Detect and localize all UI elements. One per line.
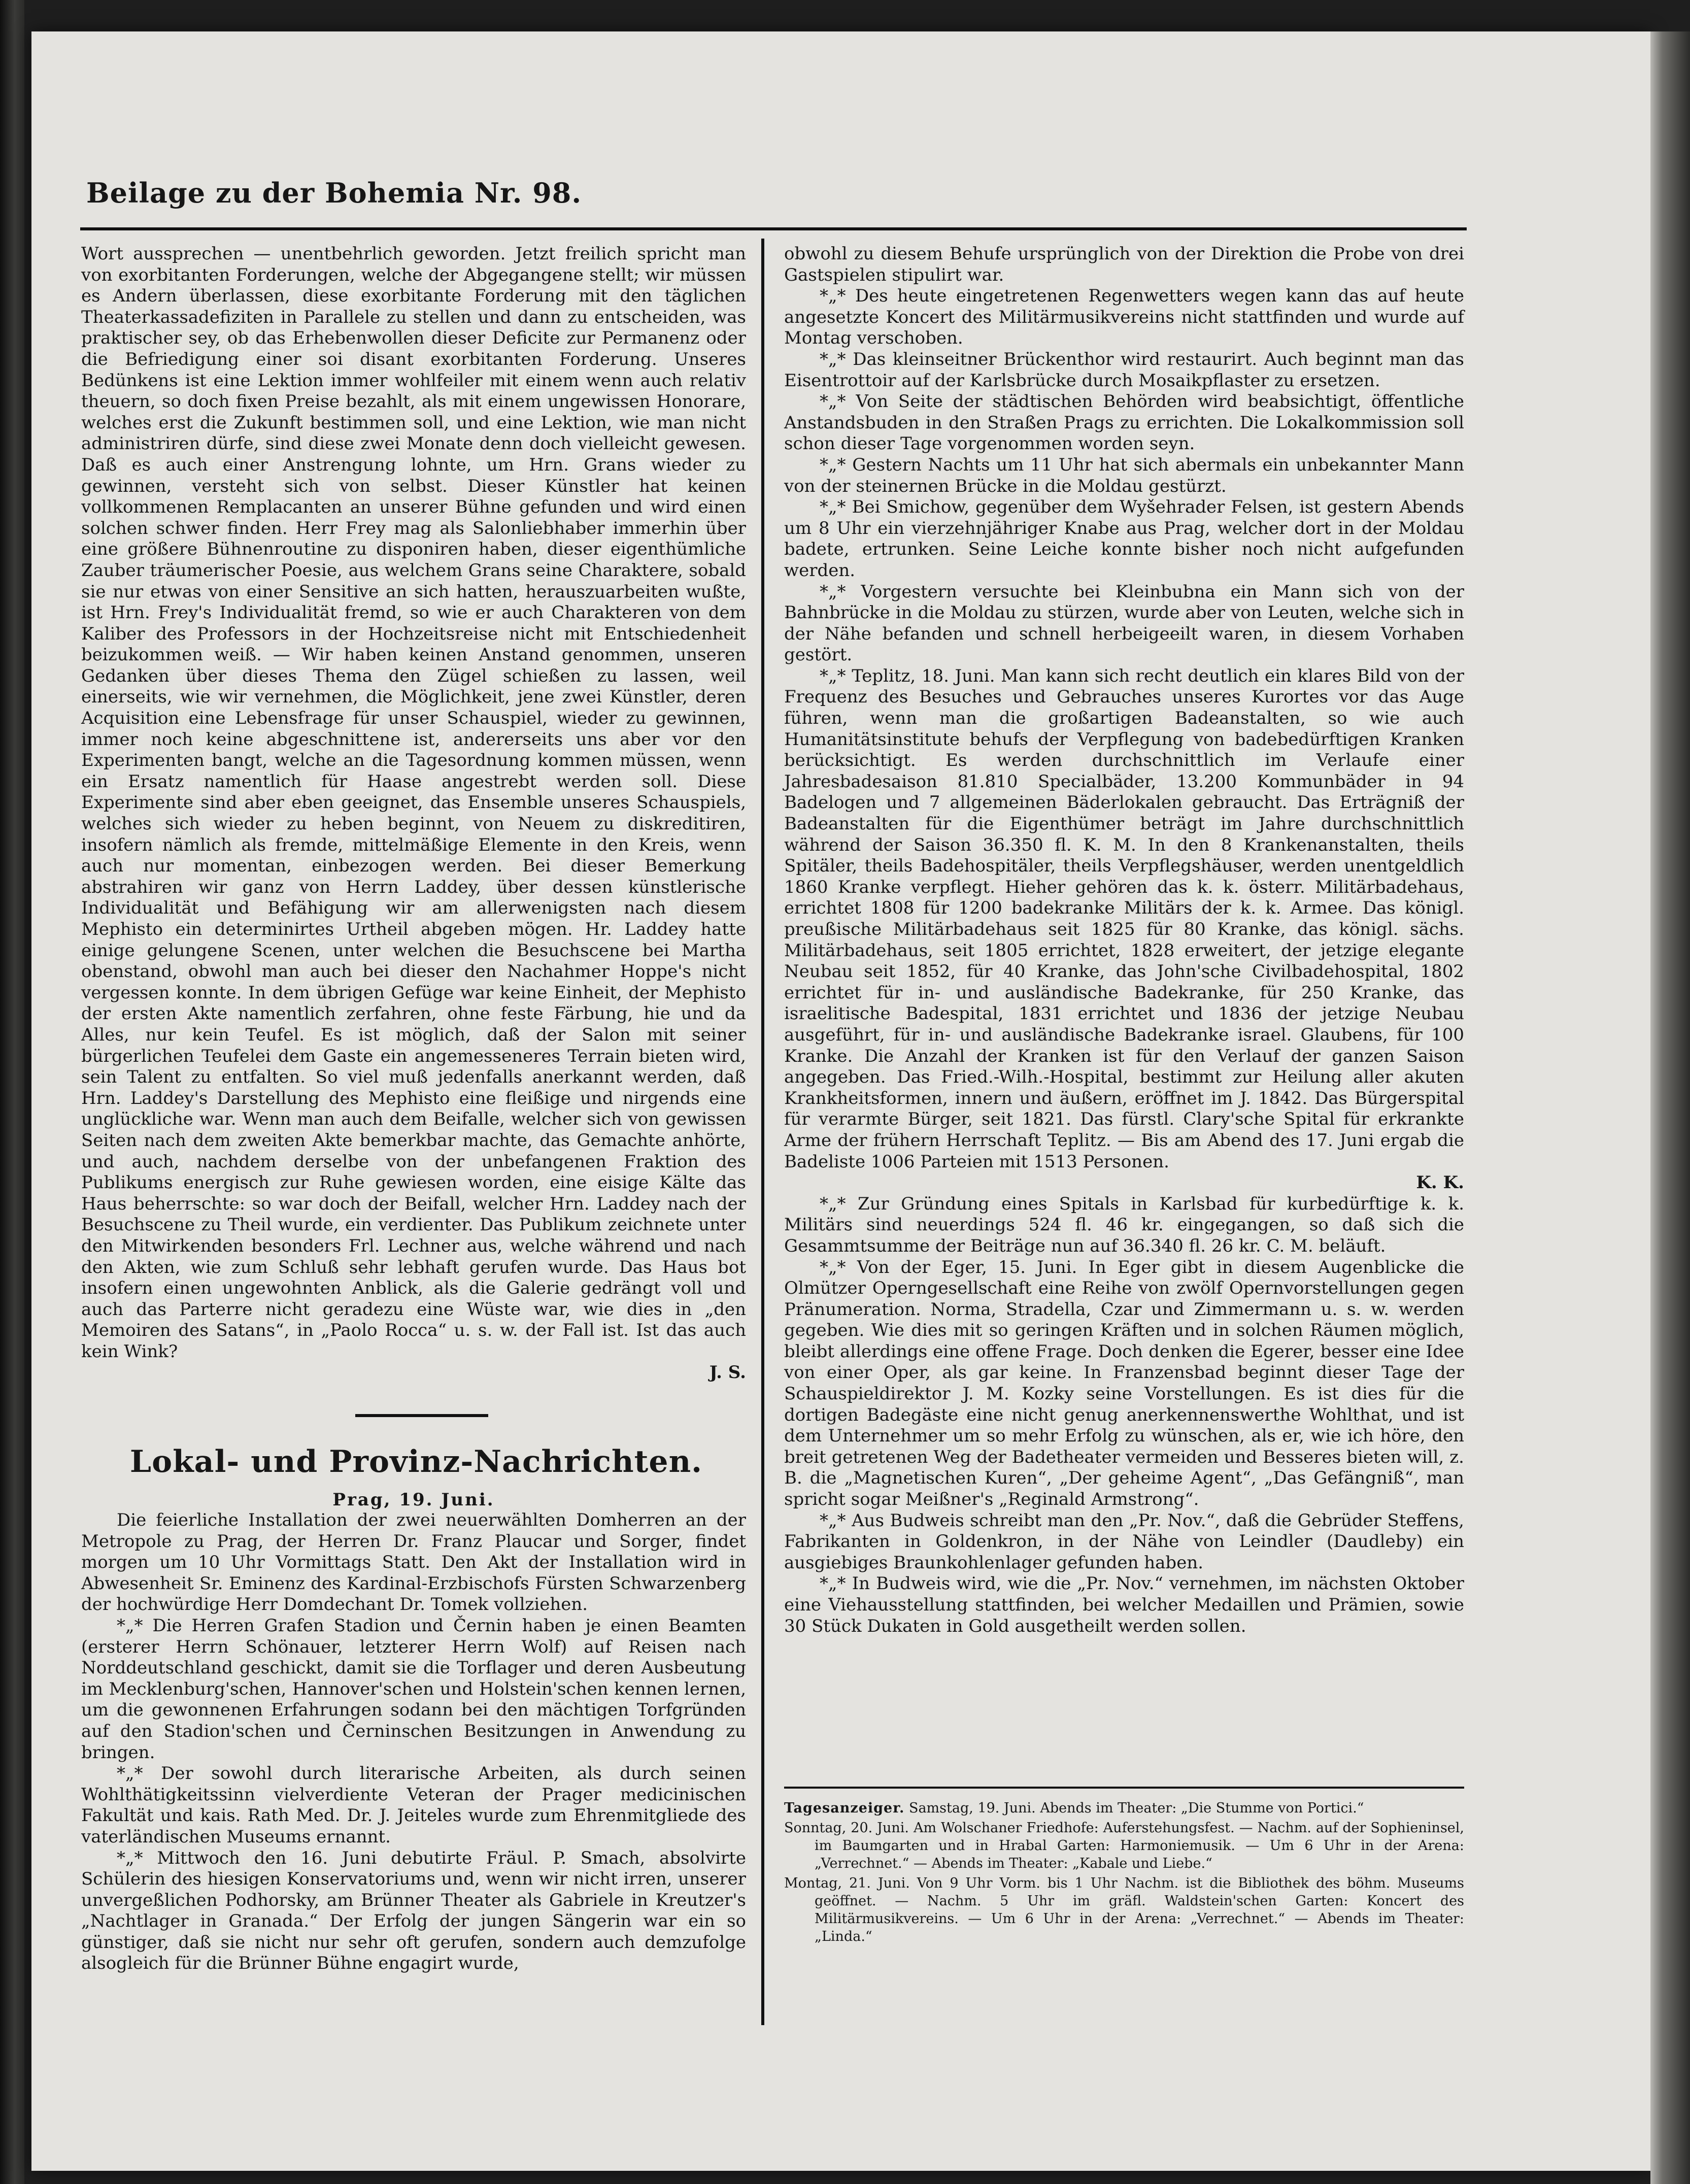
tagesanzeiger bbox=[784, 1799, 1464, 1947]
page-header: Beilage zu der Bohemia Nr. 98. bbox=[86, 177, 582, 209]
local-news-left bbox=[81, 1510, 746, 1974]
news-item: *„* Teplitz, 18. Juni. Man kann sich recht deutlich ein klares Bild von der Frequenz des Besuches und Gebrauches unseres Kurortes vor das Auge führen, wenn man die großartigen Badeanstalten, so wie auch Humanitätsinstitute behufs der Verpflegung von badebedürftigen Kranken berücksichtigt. Es werden durchschnittlich im Verlaufe einer Jahresbadesaison 81.810 Specialbäder, 13.200 Kommunbäder in 94 Badelogen und 7 allgemeinen Bäderlokalen gebraucht. Das Erträgniß der Badeanstalten für die Eigenthümer beträgt im Jahre durchschnittlich während der Saison 36.350 fl. K. M. In den 8 Krankenanstalten, theils Spitäler, theils Badehospitäler, theils Verpflegshäuser, werden unentgeldlich 1860 Kranke verpflegt. Hieher gehören das k. k. österr. Militärbadehaus, errichtet 1808 für 1200 badekranke Militärs der k. k. Armee. Das königl. preußische Militärbadehaus seit 1825 für 80 Kranke, das königl. sächs. Militärbadehaus, seit 1805 errichtet, 1828 erweitert, der jetzige elegante Neubau seit 1852, für 40 Kranke, das John'sche Civilbadehospital, 1802 errichtet für in- und ausländische Badekranke, für 250 Kranke, das israelitische Badespital, 1831 errichtet und 1836 der jetzige Neubau ausgeführt, für in- und ausländische Badekranke israel. Glaubens, für 100 Kranke. Die Anzahl der Kranken ist für den Verlauf der ganzen Saison angegeben. Das Fried.-Wilh.-Hospital, bestimmt zur Heilung aller akuten Krankheitsformen, innern und äußern, eröffnet im J. 1842. Das Bürgerspital für verarmte Bürger, seit 1821. Das fürstl. Clary'sche Spital für erkrankte Arme der frühern Herrschaft Teplitz. — Bis am Abend des 17. Juni ergab die Badeliste 1006 Parteien mit 1513 Personen. bbox=[784, 665, 1464, 1172]
tagesanzeiger-entry bbox=[784, 1799, 1464, 1817]
news-item: *„* Der sowohl durch literarische Arbeiten, als durch seinen Wohlthätigkeitssinn vielverdiente Veteran der Prager medicinischen Fakultät und kais. Rath Med. Dr. J. Jeiteles wurde zum Ehrenmitgliede des vaterländischen Museums ernannt. bbox=[81, 1763, 746, 1847]
news-item: *„* In Budweis wird, wie die „Pr. Nov.“ vernehmen, im nächsten Oktober eine Viehausstellung stattfinden, bei welcher Medaillen und Prämien, sowie 30 Stück Dukaten in Gold ausgetheilt werden sollen. bbox=[784, 1573, 1464, 1636]
news-signature: K. K. bbox=[1416, 1172, 1464, 1193]
scan-right-border bbox=[1650, 31, 1690, 2184]
local-news-right bbox=[784, 244, 1464, 1637]
news-item: *„* Mittwoch den 16. Juni debutirte Fräul. P. Smach, absolvirte Schülerin des hiesigen Konservatoriums und, wenn wir nicht irren, unserer unvergeßlichen Podhorsky, am Brünner Theater als Gabriele in Kreutzer's „Nachtlager in Granada.“ Der Erfolg der jungen Sängerin war ein so günstiger, daß sie nicht nur sehr oft gerufen, sondern auch demzufolge alsogleich für die Brünner Bühne engagirt wurde, bbox=[81, 1847, 746, 1974]
news-item: *„* Des heute eingetretenen Regenwetters wegen kann das auf heute angesetzte Koncert des Militärmusikvereins nicht stattfinden und wurde auf Montag verschoben. bbox=[784, 286, 1464, 349]
section-divider bbox=[355, 1414, 488, 1417]
news-item: *„* Von der Eger, 15. Juni. In Eger gibt in diesem Augenblicke die Olmützer Operngesellschaft eine Reihe von zwölf Opernvorstellungen gegen Pränumeration. Norma, Stradella, Czar und Zimmermann u. s. w. werden gegeben. Wie dies mit so geringen Kräften und in solchen Räumen möglich, bleibt allerdings eine offene Frage. Doch denken die Egerer, besser eine Idee von einer Oper, als gar keine. In Franzensbad beginnt dieser Tage der Schauspieldirektor J. M. Kozky seine Vorstellungen. Es ist dies für die dortigen Badegäste eine nicht genug anerkennenswerthe Wohlthat, und ist dem Unternehmer um so mehr Erfolg zu wünschen, als er, wie ich höre, den breit getretenen Weg der Badetheater vermeiden und Besseres bieten will, z. B. die „Magnetischen Kuren“, „Der geheime Agent“, „Das Gefängniß“, man spricht sogar Meißner's „Reginald Armstrong“. bbox=[784, 1257, 1464, 1510]
left-column-article bbox=[81, 244, 746, 1384]
article-paragraph: Wort aussprechen — unentbehrlich geworden. Jetzt freilich spricht man von exorbitanten Forderungen, welche der Abgegangene stellt; wir müssen es Andern überlassen, diese exorbitante Forderung mit den täglichen Theaterkassadefiziten in Parallele zu stellen und dann zu entscheiden, was praktischer sey, ob das Erhebenwollen dieser Deficite zur Permanenz oder die Befriedigung einer soi disant exorbitanten Forderung. Unseres Bedünkens ist eine Lektion immer wohlfeiler mit einem wenn auch relativ theuern, so doch fixen Preise bezahlt, als mit einem ungewissen Honorare, welches erst die Zukunft bestimmen soll, und eine Lektion, wie man nicht administriren dürfe, sind diese zwei Monate denn doch vielleicht gewesen. Daß es auch einer Anstrengung lohnte, um Hrn. Grans wieder zu gewinnen, versteht sich von selbst. Dieser Künstler hat keinen vollkommenen Remplacanten an unserer Bühne gefunden und wird einen solchen schwer finden. Herr Frey mag als Salonliebhaber immerhin über eine größere Bühnenroutine zu disponiren haben, dieser eigenthümliche Zauber träumerischer Poesie, aus welchem Grans seine Charaktere, sobald sie nur etwas von einer Sensitive an sich hatten, herauszuarbeiten wußte, ist Hrn. Frey's Individualität fremd, so wie er auch Charakteren von dem Kaliber des Professors in der Hochzeitsreise nicht mit Entschiedenheit beizukommen weiß. — Wir haben keinen Anstand genommen, unseren Gedanken über dieses Thema den Zügel schießen zu lassen, weil einerseits, wie wir vernehmen, die Möglichkeit, jene zwei Künstler, deren Acquisition eine Lebensfrage für unser Schauspiel, wieder zu gewinnen, immer noch keine abgeschnittene ist, andererseits uns aber vor den Experimenten bangt, welche an die Tagesordnung kommen müssen, wenn ein Ersatz namentlich für Haase angestrebt werden soll. Diese Experimente sind aber eben geeignet, das Ensemble unseres Schauspiels, welches sich wieder zu heben beginnt, von Neuem zu diskreditiren, insofern nämlich als fremde, mittelmäßige Elemente in den Kreis, wenn auch nur momentan, einbezogen werden. Bei dieser Bemerkung abstrahiren wir ganz von Herrn Laddey, über dessen künstlerische Individualität und Befähigung wir am allerwenigsten nach diesem Mephisto ein determinirtes Urtheil abgeben mögen. Hr. Laddey hatte einige gelungene Scenen, unter welchen die Besuchscene bei Martha obenstand, obwohl man auch bei dieser den Nachahmer Hoppe's nicht vergessen konnte. In dem übrigen Gefüge war keine Einheit, der Mephisto der ersten Akte namentlich zerfahren, ohne feste Färbung, hie und da Alles, nur kein Teufel. Es ist möglich, daß der Salon mit seiner bürgerlichen Teufelei dem Gaste ein angemesseneres Terrain bieten wird, sein Talent zu entfalten. So viel muß jedenfalls anerkannt werden, daß Hrn. Laddey's Darstellung des Mephisto eine fleißige und nirgends eine unglückliche war. Wenn man auch dem Beifalle, welcher sich von gewissen Seiten nach dem zweiten Akte bemerkbar machte, das Gemachte anhörte, und auch, nachdem derselbe von der unbefangenen Fraktion des Publikums energisch zur Ruhe gewiesen worden, eine eisige Kälte das Haus beherrschte: so war doch der Beifall, welcher Hrn. Laddey nach der Besuchscene zu Theil wurde, ein verdienter. Das Publikum zeichnete unter den Mitwirkenden besonders Frl. Lechner aus, welche während und nach den Akten, wie zum Schluß sehr lebhaft gerufen wurde. Das Haus bot insofern einen ungewohnten Anblick, als die Galerie gedrängt voll und auch das Parterre nicht geradezu eine Wüste war, wie dies in „den Memoiren des Satans“, in „Paolo Rocca“ u. s. w. der Fall ist. Ist das auch kein Wink? bbox=[81, 244, 746, 1362]
scan-left-border bbox=[0, 0, 24, 2184]
column-rule bbox=[761, 239, 764, 2025]
tagesanzeiger-label: Tagesanzeiger. bbox=[784, 1800, 905, 1816]
news-item: obwohl zu diesem Behufe ursprünglich von der Direktion die Probe von drei Gastspielen stipulirt war. bbox=[784, 244, 1464, 285]
news-item: *„* Zur Gründung eines Spitals in Karlsbad für kurbedürftige k. k. Militärs sind neuerdings 524 fl. 46 kr. eingegangen, so daß sich die Gesammtsumme der Beiträge nun auf 36.340 fl. 26 kr. C. M. beläuft. bbox=[784, 1193, 1464, 1256]
article-signature: J. S. bbox=[709, 1362, 746, 1383]
news-item: *„* Das kleinseitner Brückenthor wird restaurirt. Auch beginnt man das Eisentrottoir auf der Karlsbrücke durch Mosaikpflaster zu ersetzen. bbox=[784, 349, 1464, 391]
news-item: *„* Von Seite der städtischen Behörden wird beabsichtigt, öffentliche Anstandsbuden in den Straßen Prags zu errichten. Die Lokalkommission soll schon dieser Tage vorgenommen worden seyn. bbox=[784, 391, 1464, 454]
tagesanzeiger-entry: Sonntag, 20. Juni. Am Wolschaner Friedhofe: Auferstehungsfest. — Nachm. auf der Sophieninsel, im Baumgarten und in Hrabal Garten: Harmoniemusik. — Um 6 Uhr in der Arena: „Verrechnet.“ — Abends im Theater: „Kabale und Liebe.“ bbox=[784, 1820, 1464, 1871]
section-dateline: Prag, 19. Juni. bbox=[332, 1490, 495, 1510]
news-item: *„* Bei Smichow, gegenüber dem Wyšehrader Felsen, ist gestern Abends um 8 Uhr ein vierzehnjähriger Knabe aus Prag, welcher dort in der Moldau badete, ertrunken. Seine Leiche konnte bisher noch nicht aufgefunden werden. bbox=[784, 497, 1464, 581]
news-item: *„* Gestern Nachts um 11 Uhr hat sich abermals ein unbekannter Mann von der steinernen Brücke in die Moldau gestürzt. bbox=[784, 454, 1464, 496]
tagesanzeiger-text: Samstag, 19. Juni. Abends im Theater: „Die Stumme von Portici.“ bbox=[908, 1800, 1364, 1816]
news-item: Die feierliche Installation der zwei neuerwählten Domherren an der Metropole zu Prag, der Herren Dr. Franz Plaucar und Sorger, findet morgen um 10 Uhr Vormittags Statt. Den Akt der Installation wird in Abwesenheit Sr. Eminenz des Kardinal-Erzbischofs Fürsten Schwarzenberg der hochwürdige Herr Domdechant Dr. Tomek vollziehen. bbox=[81, 1510, 746, 1615]
news-item: *„* Vorgestern versuchte bei Kleinbubna ein Mann sich von der Bahnbrücke in die Moldau zu stürzen, wurde aber von Leuten, welche sich in der Nähe befanden und schnell herbeigeeilt waren, in diesem Vorhaben gestört. bbox=[784, 581, 1464, 665]
tagesanzeiger-entry: Montag, 21. Juni. Von 9 Uhr Vorm. bis 1 Uhr Nachm. ist die Bibliothek des böhm. Museums geöffnet. — Nachm. 5 Uhr im gräfl. Waldstein'schen Garten: Koncert des Militärmusikvereins. — Um 6 Uhr in der Arena: „Verrechnet.“ — Abends im Theater: „Linda.“ bbox=[784, 1875, 1464, 1944]
tagesanzeiger-rule bbox=[784, 1787, 1464, 1789]
header-rule bbox=[80, 227, 1467, 230]
news-item: *„* Die Herren Grafen Stadion und Černin haben je einen Beamten (ersterer Herrn Schönauer, letzterer Herrn Wolf) auf Reisen nach Norddeutschland geschickt, damit sie die Torflager und deren Ausbeutung im Mecklenburg'schen, Hannover'schen und Holstein'schen kennen lernen, um die gewonnenen Erfahrungen sodann bei den mächtigen Torfgründen auf den Stadion'schen und Černinschen Besitzungen in Anwendung zu bringen. bbox=[81, 1615, 746, 1763]
news-item: *„* Aus Budweis schreibt man den „Pr. Nov.“, daß die Gebrüder Steffens, Fabrikanten in Goldenkron, in der Nähe von Leindler (Daudleby) ein ausgiebiges Braunkohlenlager gefunden haben. bbox=[784, 1510, 1464, 1573]
section-title: Lokal- und Provinz-Nachrichten. bbox=[129, 1444, 703, 1480]
